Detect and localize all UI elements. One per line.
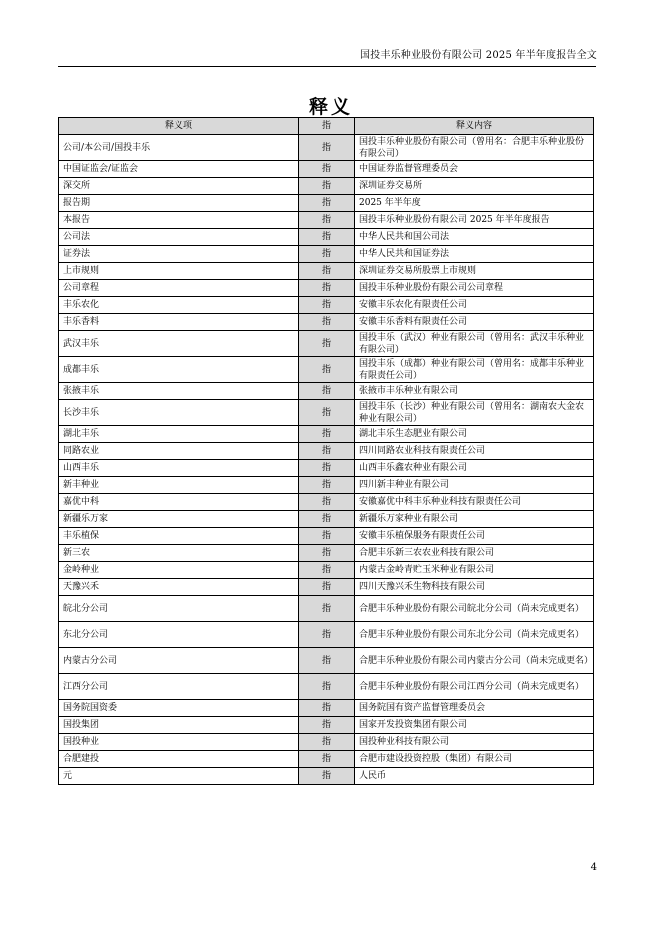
ref-cell: 指 <box>299 717 355 734</box>
term-cell: 元 <box>59 768 299 785</box>
definition-cell: 国家开发投资集团有限公司 <box>355 717 594 734</box>
definition-cell: 中华人民共和国证券法 <box>355 246 594 263</box>
ref-cell: 指 <box>299 161 355 178</box>
definition-cell: 四川天豫兴禾生物科技有限公司 <box>355 579 594 596</box>
definition-cell: 国投丰乐（成都）种业有限公司（曾用名：成都丰乐种业有限责任公司） <box>355 357 594 383</box>
term-cell: 武汉丰乐 <box>59 331 299 357</box>
header-divider <box>58 66 596 67</box>
definition-cell: 湖北丰乐生态肥业有限公司 <box>355 426 594 443</box>
definition-cell: 人民币 <box>355 768 594 785</box>
term-cell: 公司法 <box>59 229 299 246</box>
ref-cell: 指 <box>299 528 355 545</box>
ref-cell: 指 <box>299 229 355 246</box>
table-row <box>59 648 594 674</box>
table-row <box>59 195 594 212</box>
term-cell: 长沙丰乐 <box>59 400 299 426</box>
term-cell: 嘉优中科 <box>59 494 299 511</box>
ref-cell: 指 <box>299 674 355 700</box>
definition-cell: 国投丰乐种业股份有限公司 2025 年半年度报告 <box>355 212 594 229</box>
table-row <box>59 229 594 246</box>
table-row <box>59 331 594 357</box>
table-row <box>59 545 594 562</box>
ref-cell: 指 <box>299 400 355 426</box>
ref-cell: 指 <box>299 511 355 528</box>
ref-cell: 指 <box>299 212 355 229</box>
term-cell: 国投集团 <box>59 717 299 734</box>
table-row <box>59 135 594 161</box>
ref-cell: 指 <box>299 596 355 622</box>
section-title: 释义 <box>308 96 353 118</box>
term-cell: 新丰种业 <box>59 477 299 494</box>
term-cell: 同路农业 <box>59 443 299 460</box>
term-cell: 国务院国资委 <box>59 700 299 717</box>
definition-cell: 合肥丰乐种业股份有限公司内蒙古分公司（尚未完成更名） <box>355 648 594 674</box>
definition-cell: 国投种业科技有限公司 <box>355 734 594 751</box>
table-row <box>59 717 594 734</box>
definition-cell: 深圳证券交易所 <box>355 178 594 195</box>
table-header-row <box>59 118 594 135</box>
definition-cell: 四川同路农业科技有限责任公司 <box>355 443 594 460</box>
definition-cell: 国投丰乐（武汉）种业有限公司（曾用名：武汉丰乐种业有限公司） <box>355 331 594 357</box>
table-row <box>59 579 594 596</box>
table-row <box>59 734 594 751</box>
ref-cell: 指 <box>299 263 355 280</box>
term-cell: 中国证监会/证监会 <box>59 161 299 178</box>
table-row <box>59 511 594 528</box>
table-row <box>59 751 594 768</box>
ref-cell: 指 <box>299 246 355 263</box>
term-cell: 皖北分公司 <box>59 596 299 622</box>
table-row <box>59 212 594 229</box>
definition-cell: 四川新丰种业有限公司 <box>355 477 594 494</box>
table-row <box>59 297 594 314</box>
ref-cell: 指 <box>299 135 355 161</box>
term-cell: 山西丰乐 <box>59 460 299 477</box>
term-cell: 天豫兴禾 <box>59 579 299 596</box>
definition-cell: 合肥市建设投资控股（集团）有限公司 <box>355 751 594 768</box>
column-header-definition: 释义内容 <box>355 118 594 135</box>
definition-cell: 合肥丰乐种业股份有限公司东北分公司（尚未完成更名） <box>355 622 594 648</box>
ref-cell: 指 <box>299 280 355 297</box>
term-cell: 新三农 <box>59 545 299 562</box>
definition-cell: 安徽丰乐农化有限责任公司 <box>355 297 594 314</box>
table-row <box>59 383 594 400</box>
ref-cell: 指 <box>299 494 355 511</box>
ref-cell: 指 <box>299 297 355 314</box>
term-cell: 丰乐植保 <box>59 528 299 545</box>
table-row <box>59 528 594 545</box>
table-row <box>59 246 594 263</box>
table-row <box>59 700 594 717</box>
table-row <box>59 768 594 785</box>
table-row <box>59 477 594 494</box>
ref-cell: 指 <box>299 314 355 331</box>
document-header-title: 国投丰乐种业股份有限公司 2025 年半年度报告全文 <box>359 50 597 61</box>
ref-cell: 指 <box>299 178 355 195</box>
ref-cell: 指 <box>299 195 355 212</box>
table-row <box>59 426 594 443</box>
definition-cell: 国投丰乐种业股份有限公司（曾用名：合肥丰乐种业股份有限公司） <box>355 135 594 161</box>
ref-cell: 指 <box>299 768 355 785</box>
term-cell: 丰乐农化 <box>59 297 299 314</box>
column-header-term: 释义项 <box>59 118 299 135</box>
table-row <box>59 460 594 477</box>
ref-cell: 指 <box>299 426 355 443</box>
term-cell: 公司/本公司/国投丰乐 <box>59 135 299 161</box>
term-cell: 东北分公司 <box>59 622 299 648</box>
table-row <box>59 674 594 700</box>
definition-cell: 内蒙古金岭青贮玉米种业有限公司 <box>355 562 594 579</box>
term-cell: 上市规则 <box>59 263 299 280</box>
term-cell: 本报告 <box>59 212 299 229</box>
term-cell: 成都丰乐 <box>59 357 299 383</box>
definition-cell: 安徽丰乐植保服务有限责任公司 <box>355 528 594 545</box>
table-row <box>59 622 594 648</box>
table-row <box>59 357 594 383</box>
definition-cell: 合肥丰乐新三农农业科技有限公司 <box>355 545 594 562</box>
ref-cell: 指 <box>299 751 355 768</box>
definition-cell: 山西丰乐鑫农种业有限公司 <box>355 460 594 477</box>
table-row <box>59 443 594 460</box>
definition-cell: 新疆乐万家种业有限公司 <box>355 511 594 528</box>
ref-cell: 指 <box>299 545 355 562</box>
ref-cell: 指 <box>299 622 355 648</box>
table-row <box>59 562 594 579</box>
ref-cell: 指 <box>299 443 355 460</box>
table-row <box>59 596 594 622</box>
term-cell: 内蒙古分公司 <box>59 648 299 674</box>
ref-cell: 指 <box>299 734 355 751</box>
definition-cell: 中国证券监督管理委员会 <box>355 161 594 178</box>
ref-cell: 指 <box>299 562 355 579</box>
term-cell: 丰乐香料 <box>59 314 299 331</box>
ref-cell: 指 <box>299 648 355 674</box>
term-cell: 湖北丰乐 <box>59 426 299 443</box>
definition-cell: 张掖市丰乐种业有限公司 <box>355 383 594 400</box>
term-cell: 合肥建投 <box>59 751 299 768</box>
definition-cell: 安徽嘉优中科丰乐种业科技有限责任公司 <box>355 494 594 511</box>
ref-cell: 指 <box>299 331 355 357</box>
ref-cell: 指 <box>299 357 355 383</box>
definition-cell: 国投丰乐种业股份有限公司公司章程 <box>355 280 594 297</box>
ref-cell: 指 <box>299 579 355 596</box>
term-cell: 金岭种业 <box>59 562 299 579</box>
table-row <box>59 400 594 426</box>
term-cell: 国投种业 <box>59 734 299 751</box>
definition-cell: 深圳证券交易所股票上市规则 <box>355 263 594 280</box>
table-row <box>59 263 594 280</box>
table-row <box>59 161 594 178</box>
term-cell: 江西分公司 <box>59 674 299 700</box>
table-row <box>59 494 594 511</box>
ref-cell: 指 <box>299 460 355 477</box>
column-header-ref: 指 <box>299 118 355 135</box>
definition-cell: 中华人民共和国公司法 <box>355 229 594 246</box>
term-cell: 公司章程 <box>59 280 299 297</box>
definition-cell: 2025 年半年度 <box>355 195 594 212</box>
term-cell: 报告期 <box>59 195 299 212</box>
definition-cell: 合肥丰乐种业股份有限公司江西分公司（尚未完成更名） <box>355 674 594 700</box>
table-row <box>59 280 594 297</box>
definition-cell: 合肥丰乐种业股份有限公司皖北分公司（尚未完成更名） <box>355 596 594 622</box>
term-cell: 深交所 <box>59 178 299 195</box>
table-row <box>59 314 594 331</box>
definition-cell: 国投丰乐（长沙）种业有限公司（曾用名：湖南农大金农种业有限公司） <box>355 400 594 426</box>
definitions-table <box>58 117 594 785</box>
definition-cell: 国务院国有资产监督管理委员会 <box>355 700 594 717</box>
ref-cell: 指 <box>299 383 355 400</box>
ref-cell: 指 <box>299 477 355 494</box>
term-cell: 新疆乐万家 <box>59 511 299 528</box>
term-cell: 证券法 <box>59 246 299 263</box>
table-row <box>59 178 594 195</box>
term-cell: 张掖丰乐 <box>59 383 299 400</box>
page-number: 4 <box>590 862 597 873</box>
definition-cell: 安徽丰乐香料有限责任公司 <box>355 314 594 331</box>
ref-cell: 指 <box>299 700 355 717</box>
